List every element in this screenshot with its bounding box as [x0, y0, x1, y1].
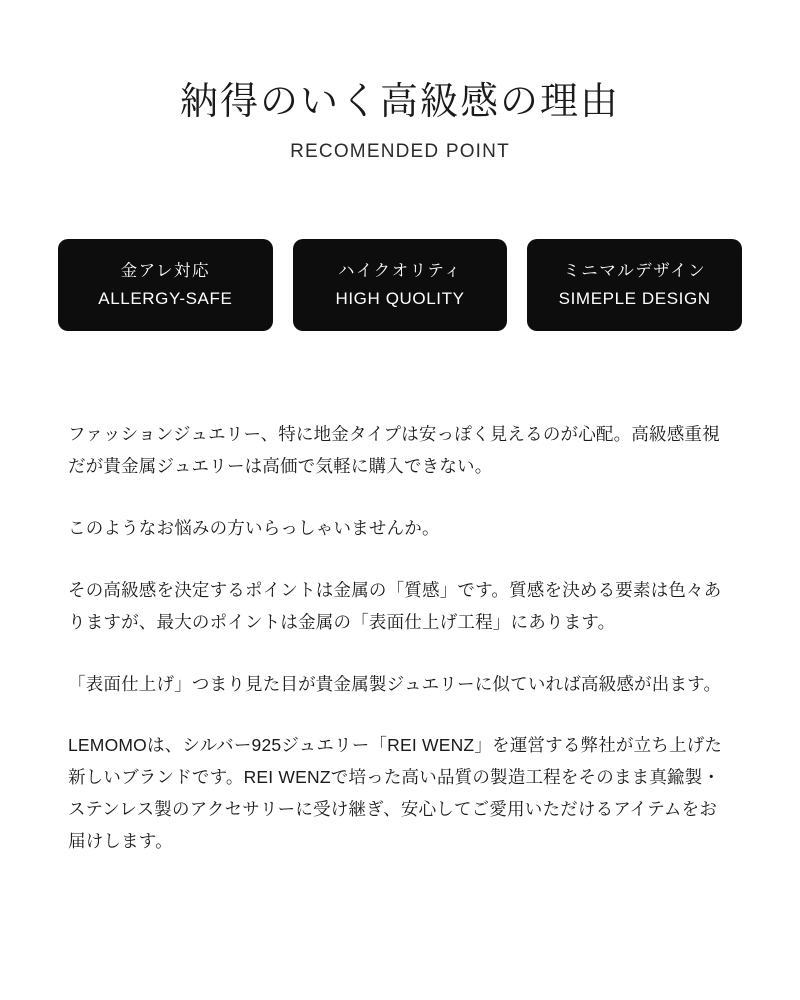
feature-badge-label-ja: 金アレ対応 — [120, 261, 210, 280]
feature-badge-label-en: SIMEPLE DESIGN — [558, 289, 711, 309]
feature-badge-label-en: HIGH QUOLITY — [335, 289, 465, 309]
body-paragraph-3: その高級感を決定するポイントは金属の「質感」です。質感を決める要素は色々ありますが、最大のポイントは金属の「表面仕上げ工程」にあります。 — [68, 579, 722, 632]
page-title: 納得のいく高級感の理由 — [179, 81, 620, 123]
feature-badge-simple-design — [527, 239, 742, 331]
body-paragraph-4: 「表面仕上げ」つまり見た目が貴金属製ジュエリーに似ていれば高級感が出ます。 — [68, 673, 722, 694]
body-copy-section — [0, 419, 800, 857]
body-paragraph-5: LEMOMOは、シルバー925ジュエリー「REI WENZ」を運営する弊社が立ち上げた新しいブランドです。REI WENZで培った高い品質の製造工程をそのまま真鍮製・ステンレス製のアクセサリーに受け継ぎ、安心してご愛用いただけるアイテムをお届けします。 — [68, 735, 723, 851]
feature-badge-high-quality — [293, 239, 508, 331]
feature-badge-label-en: ALLERGY-SAFE — [98, 289, 233, 309]
feature-badge-label-ja: ミニマルデザイン — [563, 261, 707, 280]
page-subtitle: RECOMENDED POINT — [290, 141, 510, 163]
header-section — [0, 0, 800, 163]
feature-badge-allergy-safe — [58, 239, 273, 331]
feature-badge-list — [0, 239, 800, 331]
body-paragraph-2: このようなお悩みの方いらっしゃいませんか。 — [68, 518, 440, 539]
body-paragraph-1: ファッションジュエリー、特に地金タイプは安っぽく見えるのが心配。高級感重視だが貴金属ジュエリーは高価で気軽に購入できない。 — [68, 424, 720, 477]
feature-badge-label-ja: ハイクオリティ — [337, 261, 463, 280]
